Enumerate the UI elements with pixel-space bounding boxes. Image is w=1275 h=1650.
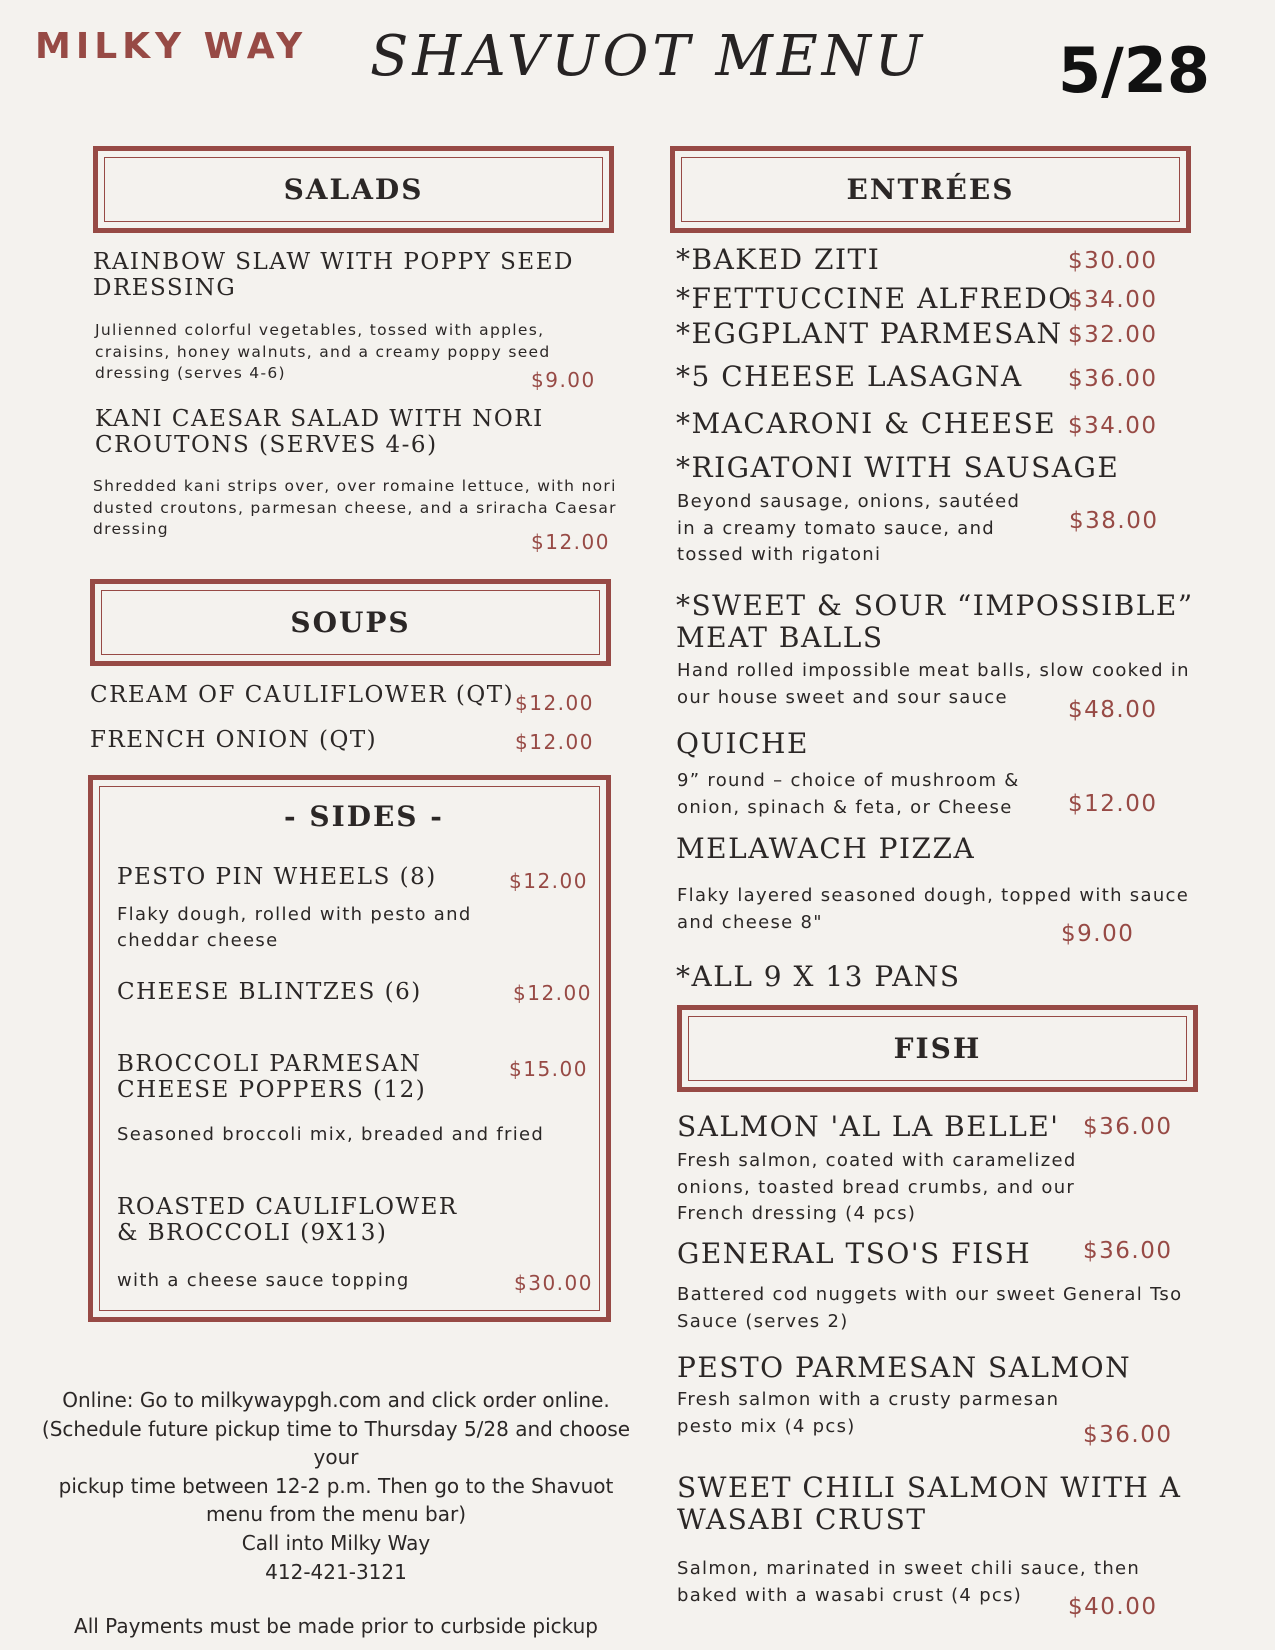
soups-heading: SOUPS [101, 590, 600, 655]
brand-logo: MILKY WAY [35, 26, 308, 67]
salads-header [93, 146, 614, 233]
side-item-price: $12.00 [513, 981, 592, 1005]
fish-item-name: PESTO PARMESAN SALMON [677, 1351, 1132, 1384]
fish-item-desc: Battered cod nuggets with our sweet General Tso Sauce (serves 2) [677, 1284, 1183, 1332]
soup-item-price: $12.00 [515, 730, 594, 754]
fish-item-price: $36.00 [1083, 1422, 1173, 1448]
payment-note: All Payments must be made prior to curbside pickup [74, 1614, 598, 1638]
entree-item-name: *EGGPLANT PARMESAN [676, 317, 1063, 350]
salad-item-desc: Julienned colorful vegetables, tossed with apples, craisins, honey walnuts, and a creamy poppy seed dressing (serves 4-6) [95, 321, 551, 382]
entree-item-name: *RIGATONI WITH SAUSAGE [676, 451, 1120, 484]
entree-item-price: $48.00 [1068, 697, 1158, 723]
side-item-name: ROASTED CAULIFLOWER & BROCCOLI (9X13) [117, 1194, 458, 1246]
side-item-price: $12.00 [509, 869, 588, 893]
entree-item-desc: Beyond sausage, onions, sautéed in a creamy tomato sauce, and tossed with rigatoni [677, 491, 1021, 565]
salads-heading: SALADS [104, 157, 603, 222]
phone-order-info: Call into Milky Way 412-421-3121 [241, 1531, 431, 1584]
side-item-price: $15.00 [509, 1057, 588, 1081]
entree-item-name: *BAKED ZITI [676, 243, 881, 276]
fish-item-price: $36.00 [1083, 1238, 1173, 1264]
fish-item-desc: Salmon, marinated in sweet chili sauce, then baked with a wasabi crust (4 pcs) [677, 1558, 1141, 1606]
salad-item-name: KANI CAESAR SALAD WITH NORI CROUTONS (SERVES 4-6) [95, 406, 544, 458]
entree-item-desc: 9” round – choice of mushroom & onion, spinach & feta, or Cheese [677, 770, 1020, 818]
entree-item-name: *5 CHEESE LASAGNA [676, 360, 1023, 393]
side-item-desc: Flaky dough, rolled with pesto and cheddar cheese [117, 904, 472, 951]
fish-item-price: $36.00 [1083, 1114, 1173, 1140]
side-item-name: BROCCOLI PARMESAN CHEESE POPPERS (12) [117, 1051, 427, 1103]
side-item-price: $30.00 [514, 1271, 593, 1295]
entree-item-price: $9.00 [1061, 921, 1135, 947]
fish-item-desc: Fresh salmon, coated with caramelized onions, toasted bread crumbs, and our French dressing (4 pcs) [677, 1150, 1077, 1224]
entrees-pan-note: *ALL 9 X 13 PANS [676, 960, 961, 993]
entree-item-price: $30.00 [1068, 248, 1158, 274]
fish-item-name: SWEET CHILI SALMON WITH A WASABI CRUST [677, 1471, 1182, 1536]
entree-item-price: $34.00 [1068, 413, 1158, 439]
salad-item-name: RAINBOW SLAW WITH POPPY SEED DRESSING [93, 249, 574, 301]
fish-header [677, 1005, 1198, 1092]
salad-item-price: $9.00 [531, 368, 596, 392]
entrees-heading: ENTRÉES [681, 157, 1180, 222]
fish-item-desc: Fresh salmon with a crusty parmesan pesto mix (4 pcs) [677, 1389, 1060, 1437]
entree-item-name: MELAWACH PIZZA [676, 832, 976, 865]
entree-item-name: *FETTUCCINE ALFREDO [676, 282, 1073, 315]
side-item-name: CHEESE BLINTZES (6) [117, 979, 422, 1005]
entree-item-price: $38.00 [1069, 508, 1159, 534]
side-item-desc: with a cheese sauce topping [117, 1270, 410, 1291]
salad-item-desc: Shredded kani strips over, over romaine lettuce, with nori dusted croutons, parmesan cheese, and a sriracha Caesar dressing [93, 477, 617, 538]
page-title: SHAVUOT MENU [370, 24, 926, 89]
salad-item-price: $12.00 [531, 530, 610, 554]
soups-header [90, 579, 611, 666]
entree-item-name: *MACARONI & CHEESE [676, 407, 1057, 440]
entree-item-name: *SWEET & SOUR “IMPOSSIBLE” MEAT BALLS [676, 589, 1194, 654]
menu-date: 5/28 [1058, 34, 1211, 107]
online-order-instructions: Online: Go to milkywaypgh.com and click order online. (Schedule future pickup time to Thursday 5/28 and choose your pickup time between 12-2 p.m. Then go to the Shavuot menu from the menu bar) [41, 1388, 631, 1526]
fish-item-name: GENERAL TSO'S FISH [677, 1237, 1032, 1270]
sides-heading: - SIDES - [284, 800, 444, 833]
entree-item-name: QUICHE [676, 727, 809, 760]
soup-item-name: FRENCH ONION (QT) [90, 727, 378, 753]
entrees-header [670, 146, 1191, 233]
side-item-name: PESTO PIN WHEELS (8) [117, 864, 437, 890]
entree-item-price: $34.00 [1068, 287, 1158, 313]
entree-item-desc: Hand rolled impossible meat balls, slow cooked in our house sweet and sour sauce [677, 660, 1190, 708]
soup-item-name: CREAM OF CAULIFLOWER (QT) [90, 682, 515, 708]
soup-item-price: $12.00 [515, 691, 594, 715]
entree-item-desc: Flaky layered seasoned dough, topped with sauce and cheese 8" [677, 885, 1190, 933]
fish-heading: FISH [688, 1016, 1187, 1081]
entree-item-price: $36.00 [1068, 366, 1158, 392]
entree-item-price: $32.00 [1068, 322, 1158, 348]
fish-item-name: SALMON 'AL LA BELLE' [677, 1110, 1060, 1143]
entree-item-price: $12.00 [1068, 791, 1158, 817]
fish-item-price: $40.00 [1068, 1594, 1158, 1620]
side-item-desc: Seasoned broccoli mix, breaded and fried [117, 1124, 545, 1145]
